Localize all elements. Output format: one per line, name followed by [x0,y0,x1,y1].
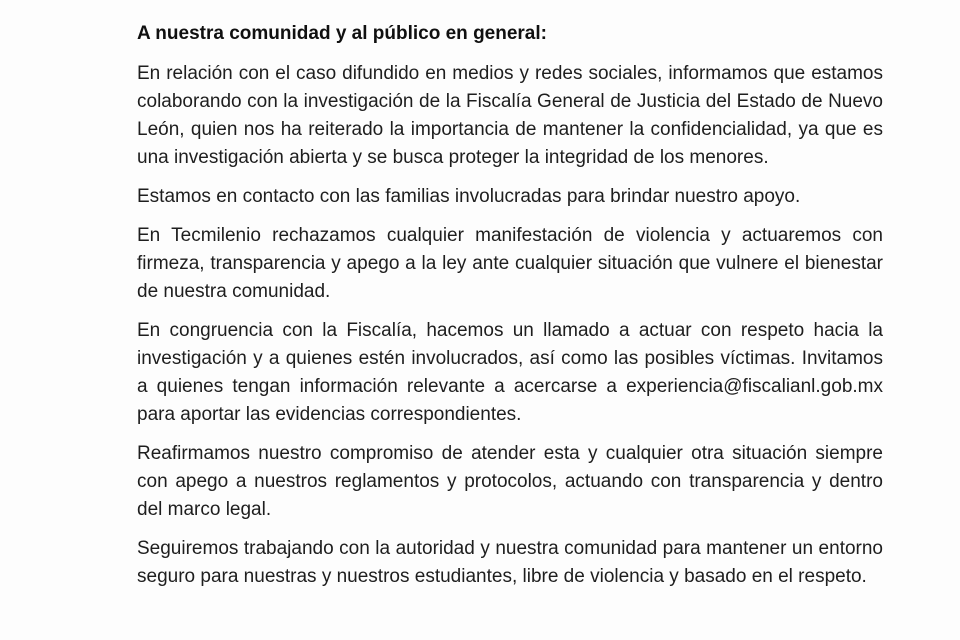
statement-paragraph-commitment: Reafirmamos nuestro compromiso de atender esta y cualquier otra situación siempre con apego a nuestros reglamentos y protocolos, actuando con transparencia y dentro del marco legal. [137,443,883,520]
statement-paragraph-rejection-of-violence: En Tecmilenio rechazamos cualquier manifestación de violencia y actuaremos con firmeza, transparencia y apego a la ley ante cualquier situación que vulnere el bienestar de nuestra comunidad. [137,225,883,302]
statement-paragraph-safe-environment: Seguiremos trabajando con la autoridad y nuestra comunidad para mantener un entorno seguro para nuestras y nuestros estudiantes, libre de violencia y basado en el respeto. [137,538,883,587]
statement-document [137,20,883,602]
statement-paragraph-call-to-action: En congruencia con la Fiscalía, hacemos un llamado a actuar con respeto hacia la investigación y a quienes estén involucrados, así como las posibles víctimas. Invitamos a quienes tengan información relevante a acercarse a experiencia@fiscalianl.gob.mx para aportar las evidencias correspondientes. [137,320,883,425]
document-title: A nuestra comunidad y al público en general: [137,23,547,44]
statement-paragraph-investigation: En relación con el caso difundido en medios y redes sociales, informamos que estamos colaborando con la investigación de la Fiscalía General de Justicia del Estado de Nuevo León, quien nos ha reiterado la importancia de mantener la confidencialidad, ya que es una investigación abierta y se busca proteger la integridad de los menores. [137,63,883,168]
statement-paragraph-families: Estamos en contacto con las familias involucradas para brindar nuestro apoyo. [137,186,801,207]
